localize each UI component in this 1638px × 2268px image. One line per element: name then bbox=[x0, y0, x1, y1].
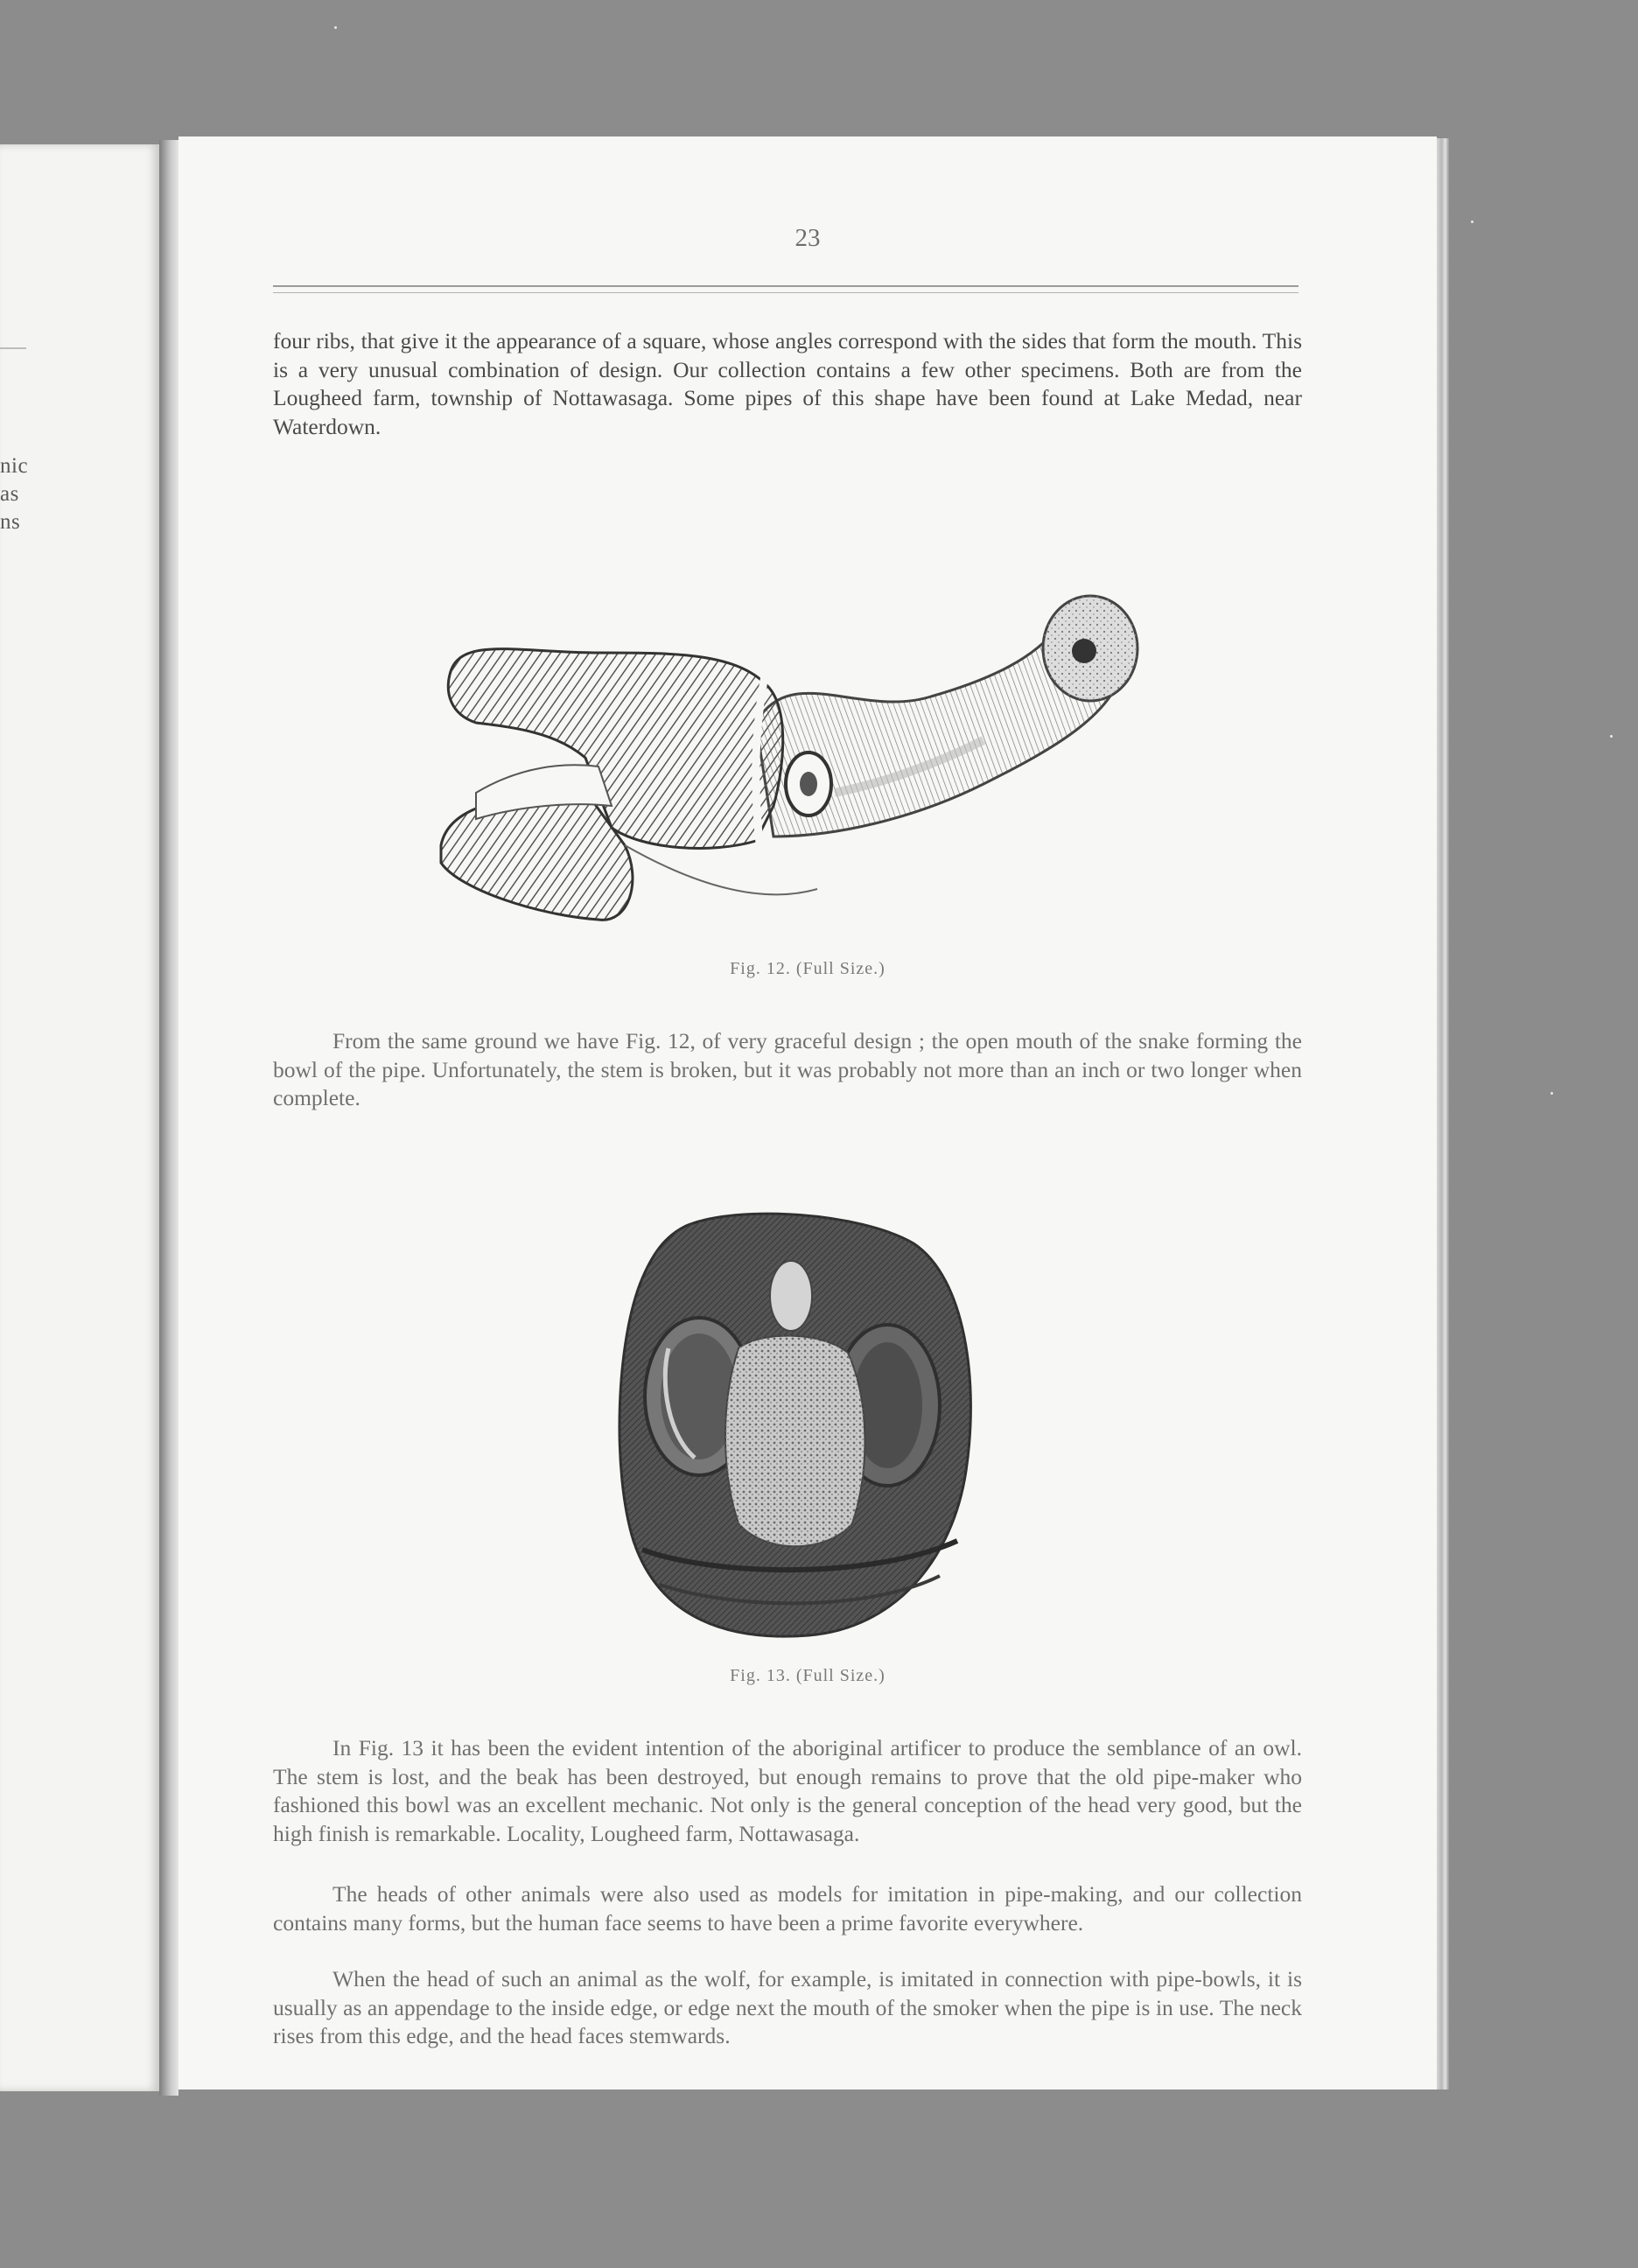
paragraph-1: four ribs, that give it the appearance of a square, whose angles correspond with the sides that form the mouth. This is a very unusual combination of design. Our collection contains a few other specimens. Both are from the Lougheed farm, township of Nottawasaga. Some pipes of this shape have been found at Lake Medad, near Waterdown. bbox=[273, 328, 1302, 439]
scan-speck bbox=[334, 26, 337, 29]
paragraph-4: The heads of other animals were also used as models for imitation in pipe-making, and our collection contains many forms, but the human face seems to have been a prime favorite everywhere. bbox=[273, 1881, 1302, 1936]
left-page-rule bbox=[0, 347, 26, 349]
paragraph-2: From the same ground we have Fig. 12, of very graceful design ; the open mouth of the snake forming the bowl of the pipe. Unfortunately, the stem is broken, but it was probably not more than an inch or two longer when complete. bbox=[273, 1028, 1302, 1110]
left-text-fragment-1: nic bbox=[0, 454, 29, 478]
figure-13-owl-pipe bbox=[607, 1208, 992, 1646]
scan-speck bbox=[1471, 220, 1474, 223]
left-text-fragment-2: as bbox=[0, 482, 19, 506]
figure-13-caption: Fig. 13. (Full Size.) bbox=[730, 1666, 886, 1685]
page-number: 23 bbox=[794, 224, 821, 252]
paragraph-5: When the head of such an animal as the wolf, for example, is imitated in connection with pipe-bowls, it is usually as an appendage to the inside edge, or edge next the mouth of the smoker when the pipe is in use. The neck rises from this edge, and the head faces stemwards. bbox=[273, 1966, 1302, 2048]
scan-speck bbox=[1550, 1092, 1553, 1095]
paragraph-3: In Fig. 13 it has been the evident intention of the aboriginal artificer to produce the semblance of an owl. The stem is lost, and the beak has been destroyed, but enough remains to prove that the old pipe-maker who fashioned this bowl was an excellent mechanic. Not only is the general conception of the head very good, but the high finish is remarkable. Locality, Lougheed farm, Nottawasaga. bbox=[273, 1735, 1302, 1846]
book-page bbox=[178, 136, 1437, 2090]
figure-12-caption: Fig. 12. (Full Size.) bbox=[730, 959, 886, 978]
book-gutter bbox=[159, 140, 178, 2096]
figure-12-snake-pipe bbox=[424, 504, 1158, 942]
left-page-fragment bbox=[0, 144, 159, 2091]
left-text-fragment-3: ns bbox=[0, 510, 21, 534]
header-rule-thin bbox=[273, 292, 1298, 293]
snake-pipe-illustration bbox=[424, 504, 1158, 942]
scan-speck bbox=[1610, 735, 1613, 738]
header-rule bbox=[273, 285, 1298, 287]
owl-pipe-illustration bbox=[607, 1208, 992, 1646]
page-edge bbox=[1437, 138, 1449, 2090]
